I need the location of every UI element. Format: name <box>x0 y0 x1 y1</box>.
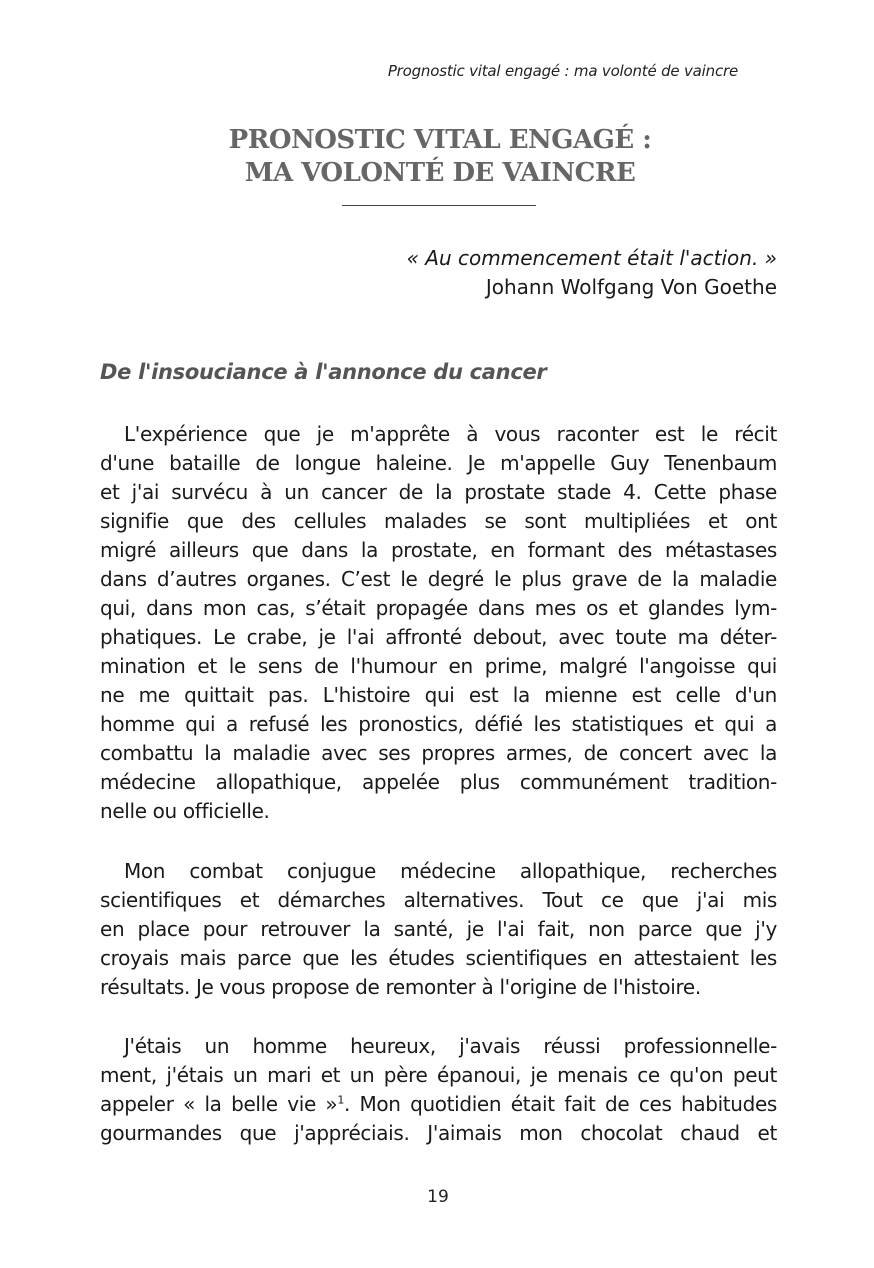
text-line: L'expérience que je m'apprête à vous raconter est le récit <box>124 422 777 446</box>
text-line: mination et le sens de l'humour en prime, malgré l'angoisse qui <box>100 654 777 678</box>
text-line: homme qui a refusé les pronostics, défié les statistiques et qui a <box>100 712 777 736</box>
title-divider <box>342 205 536 206</box>
text-line: médecine allopathique, appelée plus communément tradition- <box>100 770 777 794</box>
text-line: phatiques. Le crabe, je l'ai affronté debout, avec toute ma déter- <box>100 625 777 649</box>
text-line: croyais mais parce que les études scientifiques en attestaient les <box>100 946 777 970</box>
epigraph-quote: « Au commencement était l'action. » <box>406 246 777 270</box>
running-header: Prognostic vital engagé : ma volonté de vaincre <box>387 62 738 80</box>
text-line: nelle ou officielle. <box>100 799 270 823</box>
text-line: ment, j'étais un mari et un père épanoui, je menais ce qu'on peut <box>100 1063 777 1087</box>
text-line: Mon combat conjugue médecine allopathique, recherches <box>124 859 777 883</box>
text-line: qui, dans mon cas, s’était propagée dans mes os et glandes lym- <box>100 596 777 620</box>
chapter-title-line-1: PRONOSTIC VITAL ENGAGÉ : <box>228 125 652 155</box>
text-line: combattu la maladie avec ses propres armes, de concert avec la <box>100 741 777 765</box>
text-line: signifie que des cellules malades se sont multipliées et ont <box>100 509 777 533</box>
text-line: d'une bataille de longue haleine. Je m'appelle Guy Tenenbaum <box>100 451 777 475</box>
text-line: en place pour retrouver la santé, je l'ai fait, non parce que j'y <box>100 917 777 941</box>
paragraph-2 <box>100 857 777 1002</box>
text-line: J'étais un homme heureux, j'avais réussi professionnelle- <box>124 1034 777 1058</box>
text-line: ne me quittait pas. L'histoire qui est la mienne est celle d'un <box>100 683 777 707</box>
chapter-title <box>0 124 874 190</box>
page-number: 19 <box>427 1187 449 1207</box>
paragraph-1 <box>100 420 777 826</box>
text-line <box>100 1090 777 1119</box>
epigraph <box>407 244 777 302</box>
text-line: scientifiques et démarches alternatives. Tout ce que j'ai mis <box>100 888 777 912</box>
text-line-start: appeler « la belle vie » <box>100 1092 338 1116</box>
text-line-end: . Mon quotidien était fait de ces habitudes <box>343 1092 777 1116</box>
text-line: résultats. Je vous propose de remonter à l'origine de l'histoire. <box>100 975 701 999</box>
text-line: gourmandes que j'appréciais. J'aimais mon chocolat chaud et <box>100 1121 777 1145</box>
paragraph-3 <box>100 1032 777 1148</box>
chapter-title-line-2: MA VOLONTÉ DE VAINCRE <box>244 158 636 188</box>
text-line: dans d’autres organes. C’est le degré le plus grave de la maladie <box>100 567 777 591</box>
epigraph-author: Johann Wolfgang Von Goethe <box>485 275 777 299</box>
footnote-marker[interactable]: 1 <box>337 1093 344 1107</box>
text-line: et j'ai survécu à un cancer de la prostate stade 4. Cette phase <box>100 480 777 504</box>
text-line: migré ailleurs que dans la prostate, en formant des métastases <box>100 538 777 562</box>
section-heading: De l'insouciance à l'annonce du cancer <box>100 360 547 384</box>
